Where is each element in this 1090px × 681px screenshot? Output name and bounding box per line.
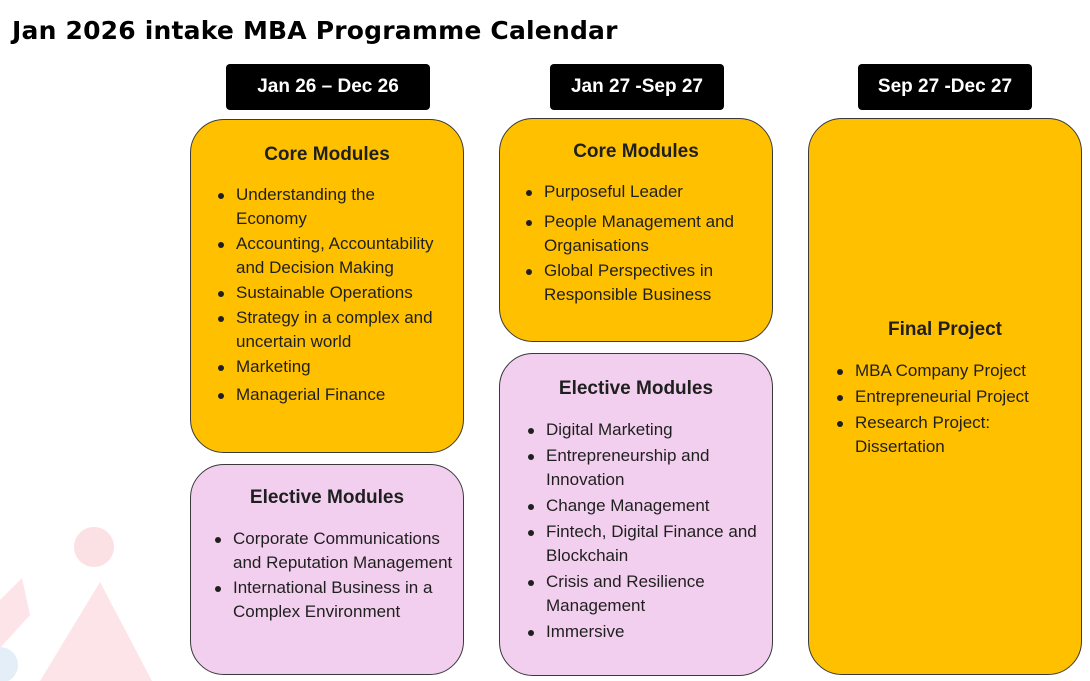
period-label-3: Sep 27 -Dec 27	[858, 64, 1032, 110]
final-project-box	[808, 118, 1082, 675]
box-title: Elective Modules	[558, 378, 714, 399]
box-title: Elective Modules	[249, 487, 405, 508]
module-list	[526, 180, 762, 307]
decor-circle-blue	[0, 647, 18, 681]
list-item: Immersive	[528, 620, 764, 644]
decor-triangle-large	[40, 582, 152, 681]
list-item: Fintech, Digital Finance and Blockchain	[528, 520, 764, 568]
elective-modules-box-1	[190, 464, 464, 675]
list-item: Change Management	[528, 494, 764, 518]
page-title: Jan 2026 intake MBA Programme Calendar	[12, 16, 618, 45]
list-item: MBA Company Project	[837, 359, 1073, 383]
core-modules-box-1	[190, 119, 464, 453]
list-item: Sustainable Operations	[218, 281, 438, 305]
list-item: Entrepreneurship and Innovation	[528, 444, 764, 492]
period-label-1: Jan 26 – Dec 26	[226, 64, 430, 110]
list-item: Entrepreneurial Project	[837, 385, 1073, 409]
module-list	[215, 527, 455, 624]
core-modules-box-2	[499, 118, 773, 342]
list-item: Marketing	[218, 355, 438, 379]
list-item: Managerial Finance	[218, 383, 438, 407]
list-item: Corporate Communications and Reputation Management	[215, 527, 455, 575]
box-title: Final Project	[887, 319, 1003, 340]
list-item: International Business in a Complex Environment	[215, 576, 455, 624]
box-title: Core Modules	[264, 144, 390, 165]
list-item: Accounting, Accountability and Decision Making	[218, 232, 438, 280]
decor-triangle-small	[0, 578, 30, 648]
list-item: Understanding the Economy	[218, 183, 438, 231]
period-label-2: Jan 27 -Sep 27	[550, 64, 724, 110]
list-item: Global Perspectives in Responsible Business	[526, 259, 762, 307]
list-item: Crisis and Resilience Management	[528, 570, 764, 618]
list-item: Digital Marketing	[528, 418, 764, 442]
module-list	[218, 183, 438, 407]
decor-circle	[74, 527, 114, 567]
list-item: Purposeful Leader	[526, 180, 762, 204]
box-title: Core Modules	[573, 141, 699, 162]
module-list	[837, 359, 1073, 459]
list-item: Strategy in a complex and uncertain world	[218, 306, 438, 354]
list-item: Research Project: Dissertation	[837, 411, 1073, 459]
elective-modules-box-2	[499, 353, 773, 676]
list-item: People Management and Organisations	[526, 210, 762, 258]
module-list	[528, 418, 764, 644]
